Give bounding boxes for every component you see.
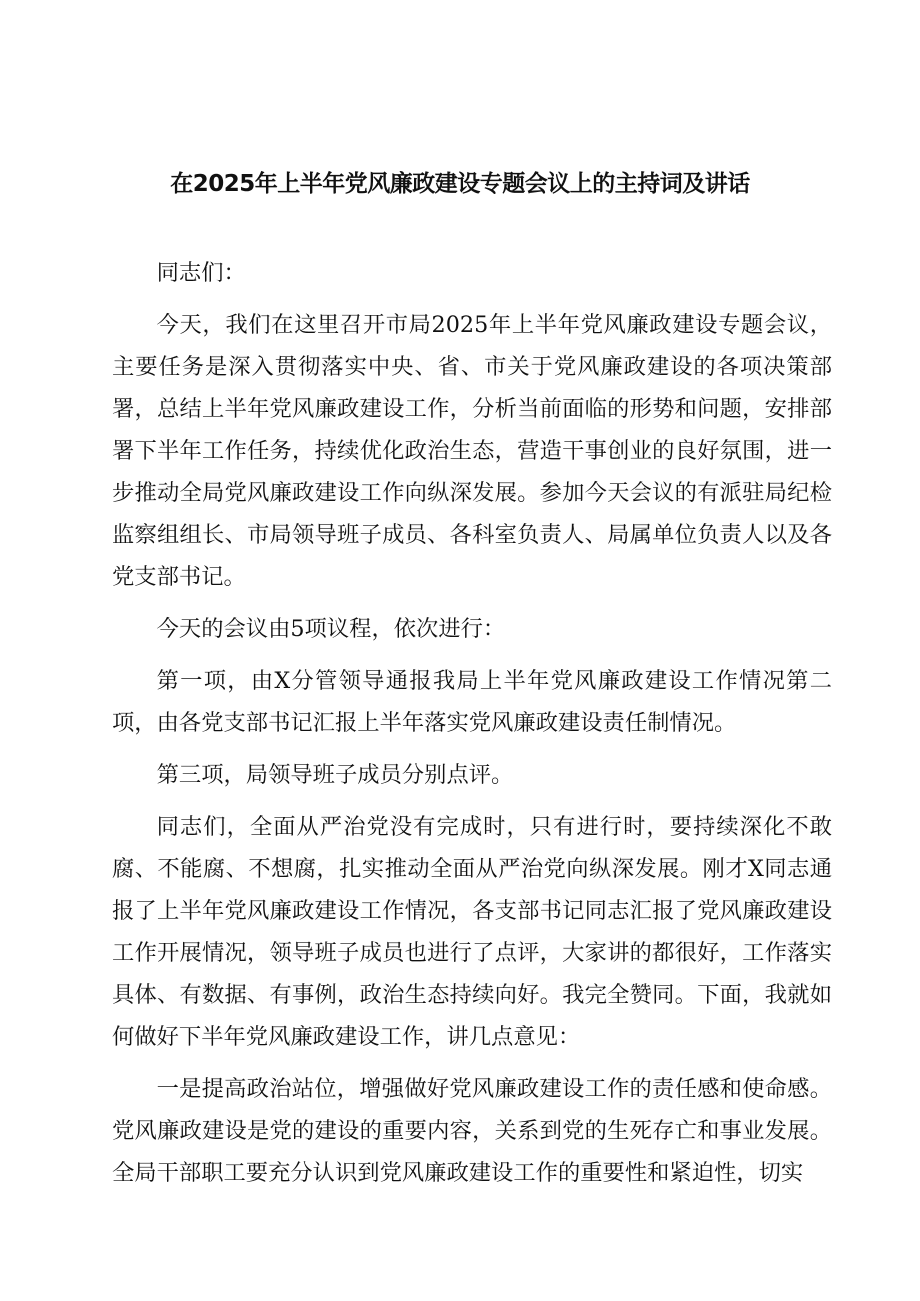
paragraph-agenda-intro: 今天的会议由5项议程，依次进行： (156, 616, 506, 642)
paragraph-point-one: 一是提高政治站位，增强做好党风廉政建设工作的责任感和使命感。党风廉政建设是党的建设的重要内容，关系到党的生死存亡和事业发展。全局干部职工要充分认识到党风廉政建设工作的重要性和紧迫性，切实 (112, 1076, 832, 1186)
paragraph-agenda-item-3: 第三项，局领导班子成员分别点评。 (156, 762, 514, 788)
document-title: 在2025年上半年党风廉政建设专题会议上的主持词及讲话 (170, 171, 750, 197)
paragraph-opening: 今天，我们在这里召开市局2025年上半年党风廉政建设专题会议，主要任务是深入贯彻落实中央、省、市关于党风廉政建设的各项决策部署，总结上半年党风廉政建设工作，分析当前面临的形势和问题，安排部署下半年工作任务，持续优化政治生态，营造干事创业的良好氛围，进一步推动全局党风廉政建设工作向纵深发展。参加今天会议的有派驻局纪检监察组组长、市局领导班子成员、各科室负责人、局属单位负责人以及各党支部书记。 (112, 312, 832, 590)
paragraph-speech-intro: 同志们，全面从严治党没有完成时，只有进行时，要持续深化不敢腐、不能腐、不想腐，扎实推动全面从严治党向纵深发展。刚才X同志通报了上半年党风廉政建设工作情况，各支部书记同志汇报了党风廉政建设工作开展情况，领导班子成员也进行了点评，大家讲的都很好，工作落实具体、有数据、有事例，政治生态持续向好。我完全赞同。下面，我就如何做好下半年党风廉政建设工作，讲几点意见： (112, 814, 832, 1050)
document-body (112, 252, 832, 1204)
paragraph-agenda-items-1-2: 第一项，由X分管领导通报我局上半年党风廉政建设工作情况第二项，由各党支部书记汇报上半年落实党风廉政建设责任制情况。 (112, 668, 832, 736)
salutation: 同志们： (156, 260, 246, 286)
